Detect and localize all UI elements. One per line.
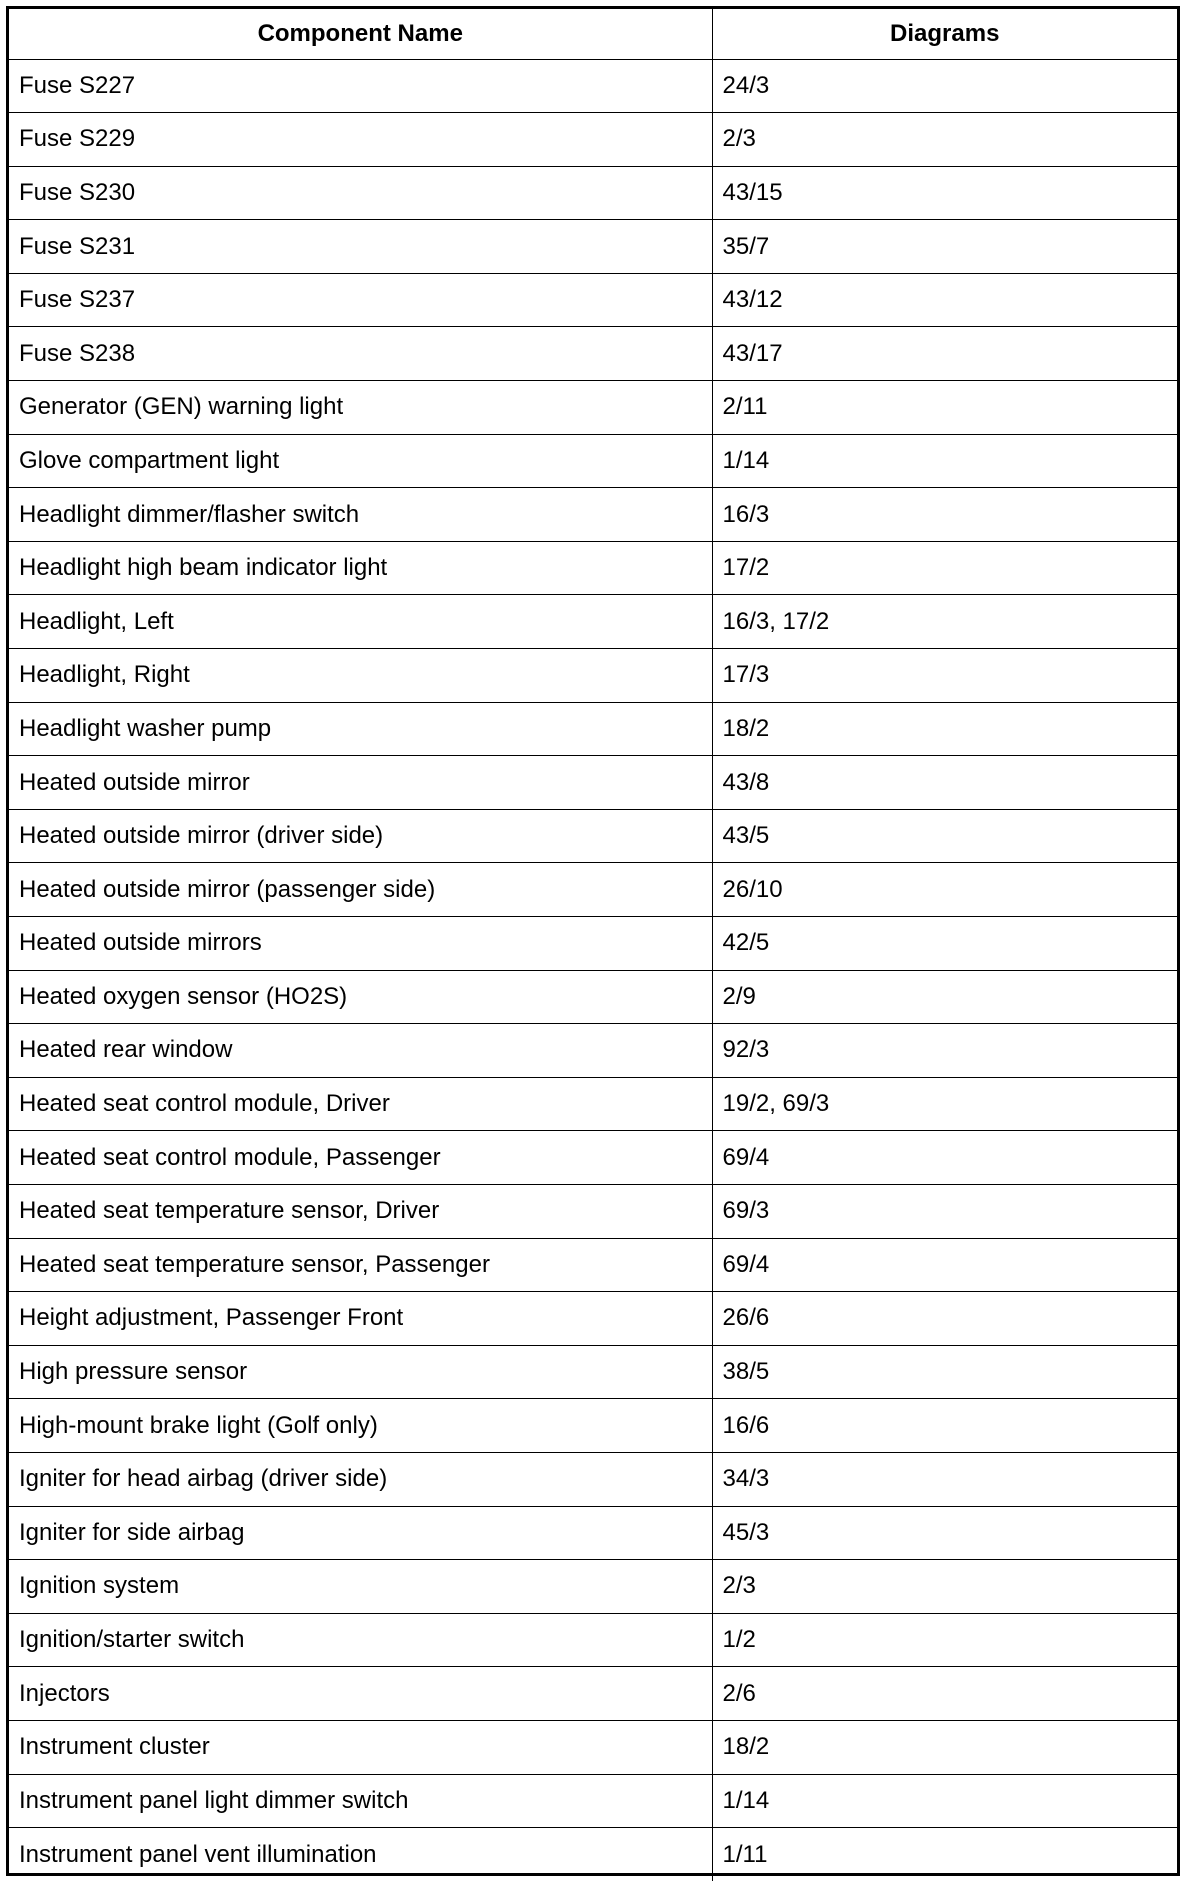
table-row [9,434,1177,488]
table-row [9,1506,1177,1560]
component-name-cell: Headlight, Right [9,649,712,703]
component-name-cell: Heated outside mirror (passenger side) [9,863,712,917]
component-name-cell: Fuse S227 [9,59,712,113]
component-name-cell: Heated outside mirror [9,756,712,810]
table-row [9,1613,1177,1667]
diagrams-cell: 38/5 [712,1345,1177,1399]
component-name-cell: Heated seat control module, Driver [9,1077,712,1131]
table-row [9,649,1177,703]
table-row [9,702,1177,756]
table-row [9,1560,1177,1614]
diagrams-cell: 2/6 [712,1667,1177,1721]
diagrams-cell: 69/4 [712,1238,1177,1292]
component-name-cell: Glove compartment light [9,434,712,488]
diagrams-cell: 92/3 [712,1024,1177,1078]
table-row [9,1131,1177,1185]
table-row [9,59,1177,113]
component-name-cell: Heated seat temperature sensor, Passenger [9,1238,712,1292]
component-name-cell: Instrument cluster [9,1720,712,1774]
component-name-cell: Heated oxygen sensor (HO2S) [9,970,712,1024]
component-name-cell: Ignition system [9,1560,712,1614]
table-row [9,1828,1177,1882]
table-header-row [9,9,1177,59]
table-row [9,863,1177,917]
table-row [9,1077,1177,1131]
diagrams-cell: 16/3 [712,488,1177,542]
diagrams-cell: 26/10 [712,863,1177,917]
table-row [9,220,1177,274]
component-name-cell: Heated outside mirror (driver side) [9,809,712,863]
component-name-cell: Height adjustment, Passenger Front [9,1292,712,1346]
table-row [9,273,1177,327]
diagrams-cell: 1/11 [712,1828,1177,1882]
table-row [9,1184,1177,1238]
table-row [9,1345,1177,1399]
table-row [9,595,1177,649]
component-name-cell: Headlight dimmer/flasher switch [9,488,712,542]
component-name-cell: Headlight high beam indicator light [9,541,712,595]
diagrams-cell: 2/11 [712,381,1177,435]
component-name-cell: Fuse S238 [9,327,712,381]
table-row [9,488,1177,542]
table-row [9,970,1177,1024]
diagrams-cell: 43/12 [712,273,1177,327]
diagrams-cell: 69/3 [712,1184,1177,1238]
table-row [9,381,1177,435]
component-name-cell: High-mount brake light (Golf only) [9,1399,712,1453]
component-name-cell: High pressure sensor [9,1345,712,1399]
table-row [9,1024,1177,1078]
component-name-cell: Fuse S230 [9,166,712,220]
component-name-cell: Headlight washer pump [9,702,712,756]
diagrams-cell: 16/6 [712,1399,1177,1453]
diagrams-cell: 19/2, 69/3 [712,1077,1177,1131]
diagrams-cell: 16/3, 17/2 [712,595,1177,649]
table-row [9,1720,1177,1774]
component-name-cell: Headlight, Left [9,595,712,649]
diagrams-cell: 43/15 [712,166,1177,220]
diagrams-cell: 1/14 [712,434,1177,488]
table-row [9,1292,1177,1346]
diagrams-cell: 17/3 [712,649,1177,703]
diagrams-cell: 43/5 [712,809,1177,863]
table-row [9,1667,1177,1721]
component-name-cell: Heated seat temperature sensor, Driver [9,1184,712,1238]
component-name-cell: Instrument panel vent illumination [9,1828,712,1882]
diagrams-cell: 35/7 [712,220,1177,274]
column-header-diagrams: Diagrams [712,9,1177,59]
component-name-cell: Fuse S229 [9,113,712,167]
table-row [9,113,1177,167]
table-row [9,917,1177,971]
diagrams-cell: 26/6 [712,1292,1177,1346]
diagrams-cell: 1/14 [712,1774,1177,1828]
component-table [9,9,1177,1881]
table-row [9,1399,1177,1453]
component-table-sheet [6,6,1180,1876]
diagrams-cell: 24/3 [712,59,1177,113]
component-name-cell: Instrument panel light dimmer switch [9,1774,712,1828]
table-row [9,809,1177,863]
component-name-cell: Igniter for head airbag (driver side) [9,1452,712,1506]
diagrams-cell: 43/8 [712,756,1177,810]
table-row [9,1452,1177,1506]
diagrams-cell: 2/3 [712,1560,1177,1614]
component-name-cell: Fuse S237 [9,273,712,327]
diagrams-cell: 69/4 [712,1131,1177,1185]
diagrams-cell: 18/2 [712,702,1177,756]
component-name-cell: Generator (GEN) warning light [9,381,712,435]
diagrams-cell: 1/2 [712,1613,1177,1667]
diagrams-cell: 2/3 [712,113,1177,167]
column-header-component-name: Component Name [9,9,712,59]
table-row [9,166,1177,220]
component-name-cell: Injectors [9,1667,712,1721]
diagrams-cell: 42/5 [712,917,1177,971]
table-row [9,541,1177,595]
component-name-cell: Fuse S231 [9,220,712,274]
diagrams-cell: 43/17 [712,327,1177,381]
table-row [9,1774,1177,1828]
table-row [9,1238,1177,1292]
component-name-cell: Ignition/starter switch [9,1613,712,1667]
diagrams-cell: 18/2 [712,1720,1177,1774]
component-name-cell: Igniter for side airbag [9,1506,712,1560]
diagrams-cell: 34/3 [712,1452,1177,1506]
component-name-cell: Heated rear window [9,1024,712,1078]
table-body [9,59,1177,1881]
table-row [9,327,1177,381]
diagrams-cell: 45/3 [712,1506,1177,1560]
component-name-cell: Heated seat control module, Passenger [9,1131,712,1185]
diagrams-cell: 2/9 [712,970,1177,1024]
diagrams-cell: 17/2 [712,541,1177,595]
component-name-cell: Heated outside mirrors [9,917,712,971]
table-row [9,756,1177,810]
